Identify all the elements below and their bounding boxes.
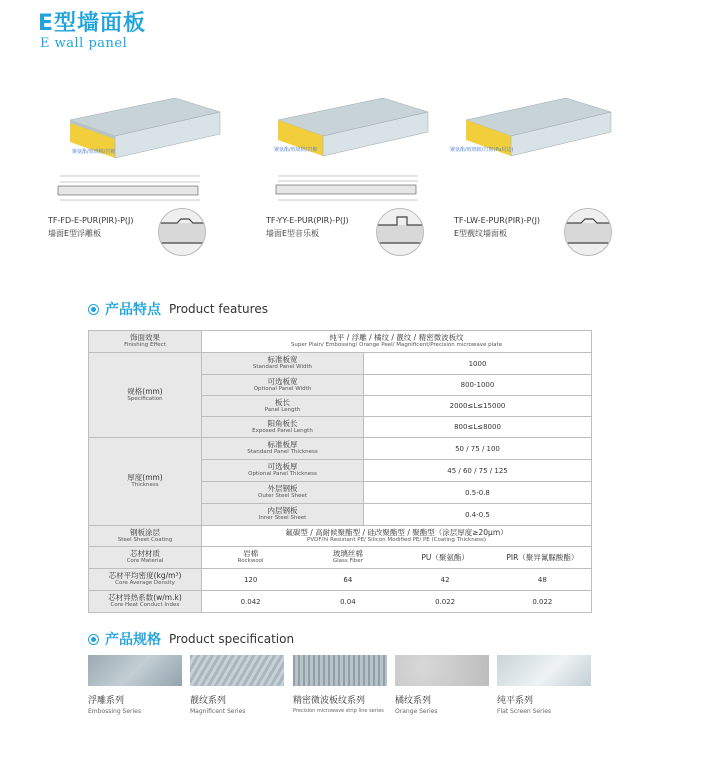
row-value: 0.4-0.5: [364, 504, 592, 526]
row-value: 2000≤L≤15000: [364, 396, 592, 417]
swatch-magnificent: [190, 655, 284, 686]
specification-heading: [88, 629, 294, 649]
series-label-en: Embossing Series: [88, 708, 142, 715]
table-row: [89, 591, 592, 613]
row-label: 钢板涂层 Steel Sheet Coating: [89, 526, 202, 547]
section-drawing: [50, 172, 210, 206]
density-value: 64: [343, 575, 353, 584]
features-heading-en: Product features: [169, 302, 268, 316]
table-row: [89, 331, 592, 353]
series-label-en: Precision microwave strip line series: [293, 708, 384, 714]
product-code: TF-LW-E-PUR(PIR)-P(J): [454, 216, 541, 225]
title-en: E wall panel: [40, 36, 128, 51]
row-label: 规格(mm) Specification: [89, 353, 202, 438]
series-label-cn: 浮雕系列: [88, 696, 125, 706]
table-row: [89, 569, 592, 591]
conduct-value: 0.022: [532, 597, 553, 606]
swatch-embossing: [88, 655, 182, 686]
features-table: [88, 330, 592, 613]
features-heading-cn: 产品特点: [105, 302, 161, 318]
row-label: 饰面效果 Finishing Effect: [89, 331, 202, 353]
sub-label: 可选板厚 Optional Panel Thickness: [202, 460, 364, 482]
table-row: [89, 353, 592, 375]
row-label: 厚度(mm) Thickness: [89, 438, 202, 526]
series-label-en: Orange Series: [395, 708, 438, 715]
product-name: 墙面E型浮雕板: [48, 229, 102, 238]
series-label-en: Flat Screen Series: [497, 708, 552, 715]
row-value: 氟碳型 / 高耐候聚酯型 / 硅改聚酯型 / 聚酯型（涂层厚度≥20μm） PVDF/hi Resistant PE/ Silicon Modified PE/ PE (Coating Thickness): [202, 526, 592, 547]
sub-label: 可选板宽 Optional Panel Width: [202, 375, 364, 396]
panel-image: [466, 92, 636, 172]
series-label-cn: 纯平系列: [497, 696, 534, 706]
swatch-precision-microwave: [293, 655, 387, 686]
panel-image: [60, 92, 230, 172]
core-material-item: 玻璃丝棉 Glass Fiber: [332, 549, 363, 564]
conduct-value: 0.022: [435, 597, 456, 606]
product-name: 墙面E型音乐板: [266, 229, 320, 238]
row-value: 纯平 / 浮雕 / 橘纹 / 靓纹 / 精密微波板纹 Super Plain/ Embossing/ Orange Peel/ Magnificent/Precision microwave plate: [202, 331, 592, 353]
features-heading: [88, 299, 268, 319]
joint-detail-image: [158, 208, 206, 256]
series-label-cn: 靓纹系列: [190, 696, 227, 706]
swatch-flat: [497, 655, 591, 686]
table-row: [89, 526, 592, 547]
sub-label: 板长 Panel Length: [202, 396, 364, 417]
density-value: 120: [243, 575, 258, 584]
sub-label: 标准板宽 Standard Panel Width: [202, 353, 364, 375]
conduct-value: 0.042: [240, 597, 261, 606]
row-value: 45 / 60 / 75 / 125: [364, 460, 592, 482]
product-name: E型靓纹墙面板: [454, 229, 508, 238]
section-drawing: [268, 172, 428, 206]
series-label-en: Magnificent Series: [190, 708, 246, 715]
row-value: 800≤L≤8000: [364, 417, 592, 438]
bullet-circle-icon: [88, 304, 99, 315]
row-value: 50 / 75 / 100: [364, 438, 592, 460]
row-value: 0.5-0.8: [364, 482, 592, 504]
core-material-item: 岩棉 Rockwool: [237, 549, 264, 564]
specification-heading-en: Product specification: [169, 632, 295, 646]
table-row: [89, 438, 592, 460]
core-caption: 聚氨酯/玻璃棉/岩棉(Pu封边): [450, 147, 514, 153]
core-material-item: PIR（聚异氰脲酸酯）: [506, 552, 579, 562]
product-code: TF-FD-E-PUR(PIR)-P(J): [48, 216, 134, 225]
row-label: 芯材异热系数(w/m.k) Core Heat Conduct Index: [89, 591, 202, 613]
series-label-cn: 精密微波板纹系列: [293, 696, 366, 706]
core-material-item: PU（聚氨酯）: [421, 552, 469, 562]
row-label: 芯材材质 Core Material: [89, 547, 202, 569]
sub-label: 内层钢板 Inner Steel Sheet: [202, 504, 364, 526]
sub-label: 外层钢板 Outer Steel Sheet: [202, 482, 364, 504]
row-value: 1000: [364, 353, 592, 375]
swatch-orange-peel: [395, 655, 489, 686]
panel-image: [278, 92, 448, 172]
row-value: 800-1000: [364, 375, 592, 396]
series-label-cn: 橘纹系列: [395, 696, 432, 706]
density-value: 42: [440, 575, 450, 584]
core-caption: 聚氨酯/玻璃棉/岩棉: [274, 147, 318, 153]
sub-label: 标准板厚 Standard Panel Thickness: [202, 438, 364, 460]
sub-label: 阳角板长 Exposed Panel Length: [202, 417, 364, 438]
density-value: 48: [537, 575, 547, 584]
core-materials: [202, 547, 592, 569]
specification-heading-cn: 产品规格: [105, 632, 161, 648]
conduct-value: 0.04: [340, 597, 356, 606]
title-cn: E型墙面板: [38, 11, 147, 36]
joint-detail-image: [564, 208, 612, 256]
table-row: [89, 547, 592, 569]
product-code: TF-YY-E-PUR(PIR)-P(J): [266, 216, 349, 225]
bullet-circle-icon: [88, 634, 99, 645]
joint-detail-image: [376, 208, 424, 256]
core-caption: 聚氨酯/玻璃棉/岩棉: [72, 149, 116, 155]
row-label: 芯材平均密度(kg/m³) Core Average Density: [89, 569, 202, 591]
